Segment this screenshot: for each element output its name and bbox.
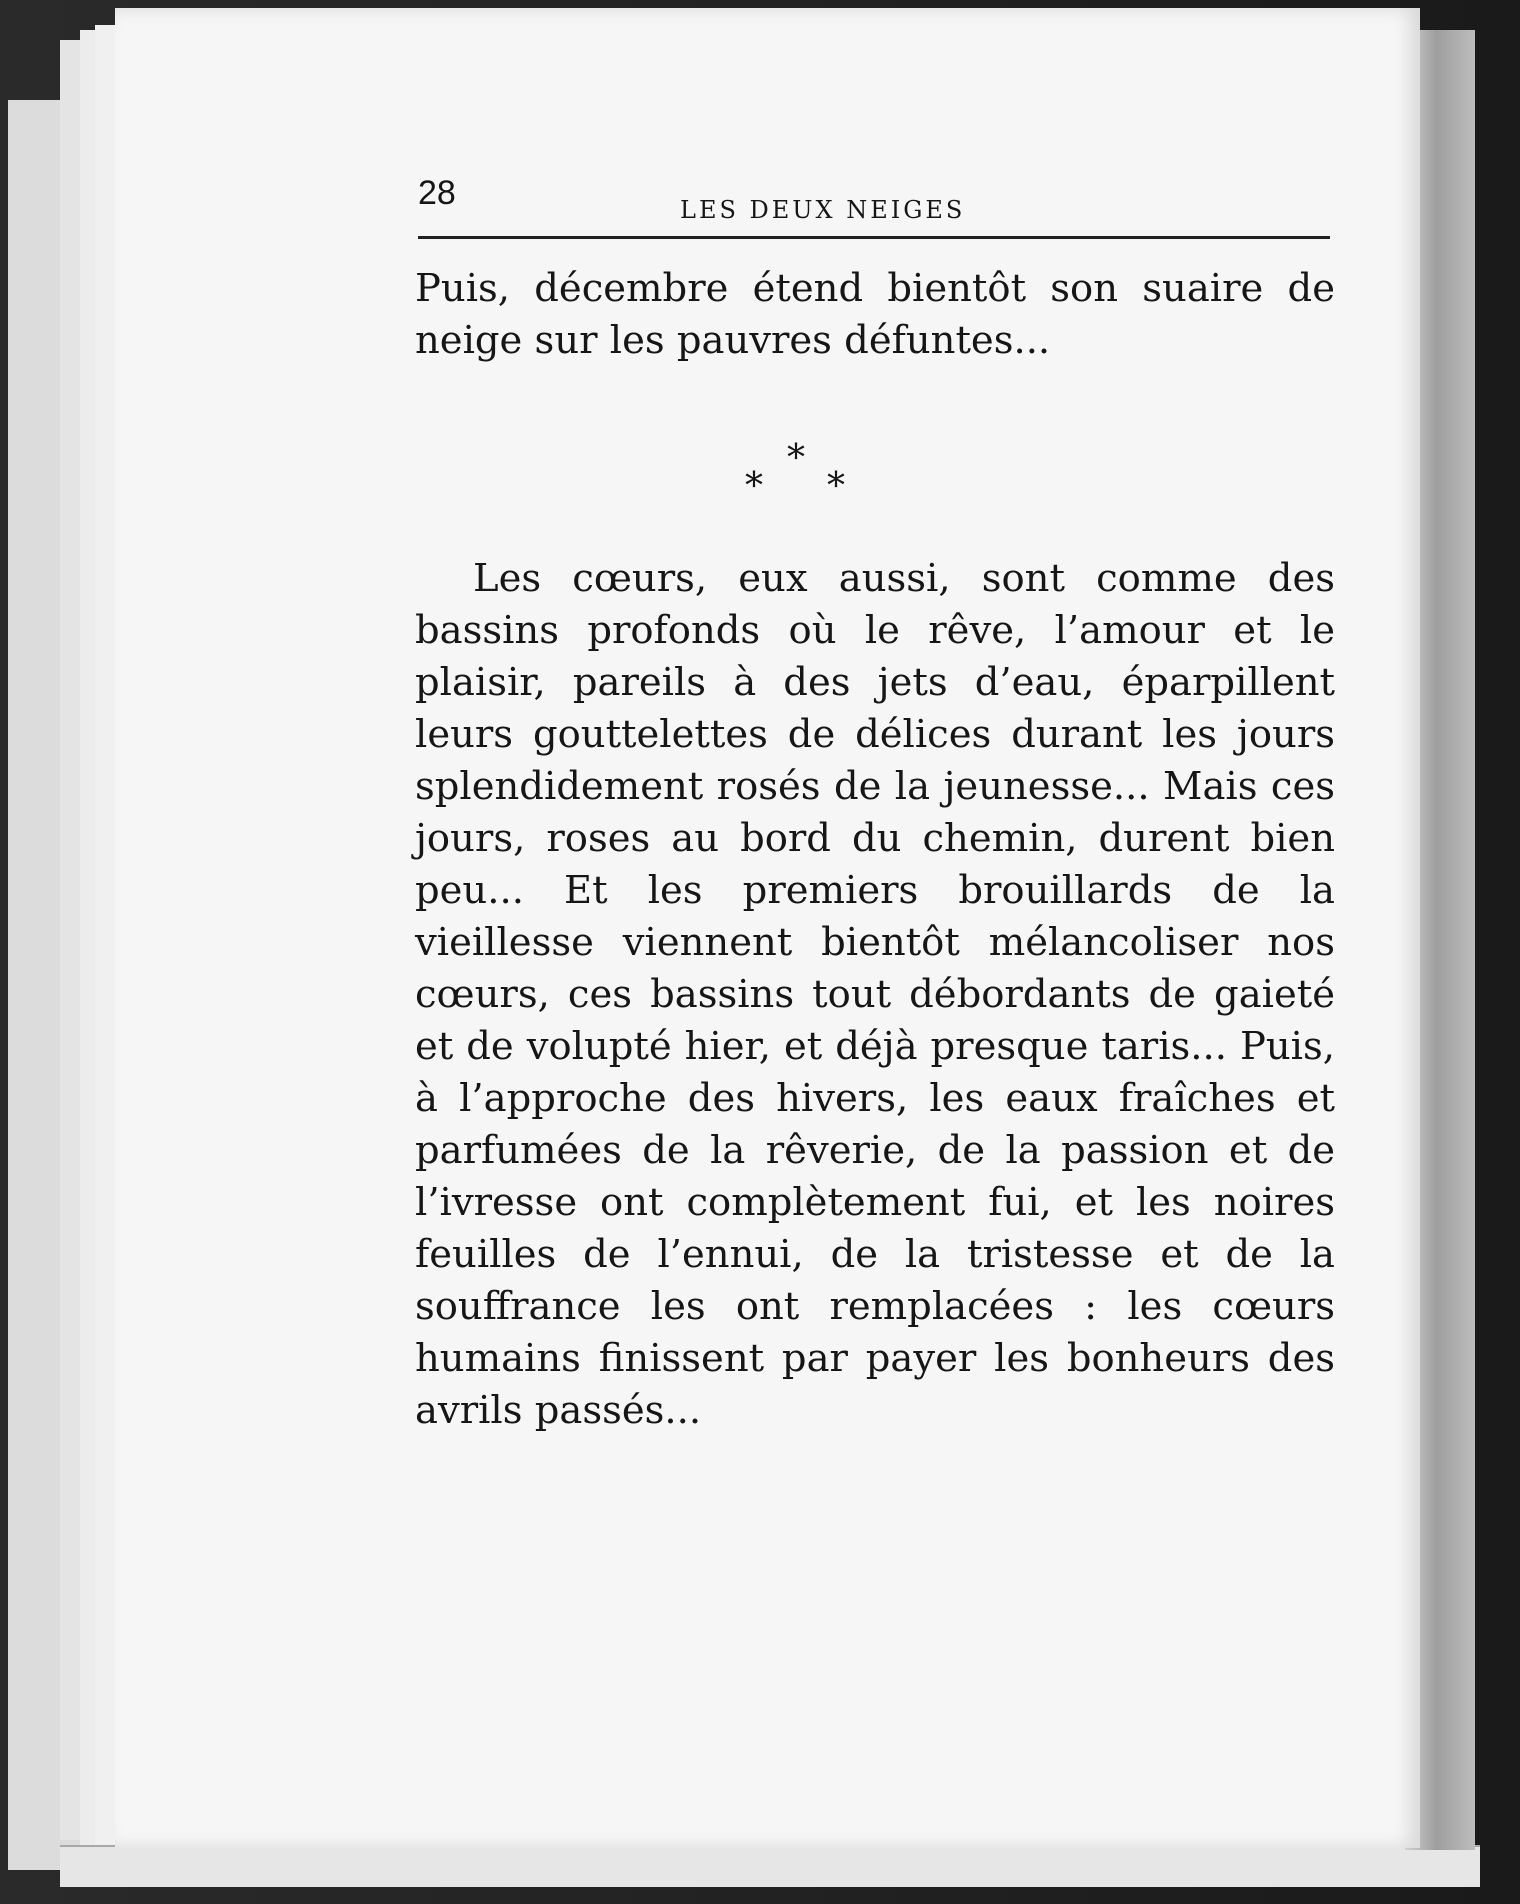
paragraph-1: Puis, décembre étend bientôt son suaire de neige sur les pauvres défuntes... — [415, 266, 1335, 363]
asterisk-icon: * — [745, 466, 763, 507]
page-bottom-edge — [60, 1845, 1480, 1887]
page-number: 28 — [418, 174, 456, 212]
asterism-separator — [735, 438, 875, 508]
running-title: LES DEUX NEIGES — [680, 196, 966, 224]
asterisk-icon: * — [787, 438, 805, 479]
paragraph-2: Les cœurs, eux aussi, sont comme des bassins profonds où le rêve, l’amour et le plaisir, pareils à des jets d’eau, éparpillent leurs gouttelettes de délices durant les jours splendidement rosés de la jeunesse... Mais ces jours, roses au bord du chemin, durent bien peu... Et les premiers brouillards de la vieillesse viennent bientôt mélancoliser nos cœurs, ces bassins tout débordants de gaieté et de volupté hier, et déjà presque taris... Puis, à l’approche des hivers, les eaux fraîches et parfumées de la rêverie, de la passion et de l’ivresse ont complètement fui, et les noires feuilles de l’ennui, de la tristesse et de la souffrance les ont remplacées : les cœurs humains finissent par payer les bonheurs des avrils passés... — [415, 556, 1335, 1433]
running-head — [418, 166, 1330, 239]
book-page — [115, 8, 1420, 1848]
asterisk-icon: * — [827, 466, 845, 507]
